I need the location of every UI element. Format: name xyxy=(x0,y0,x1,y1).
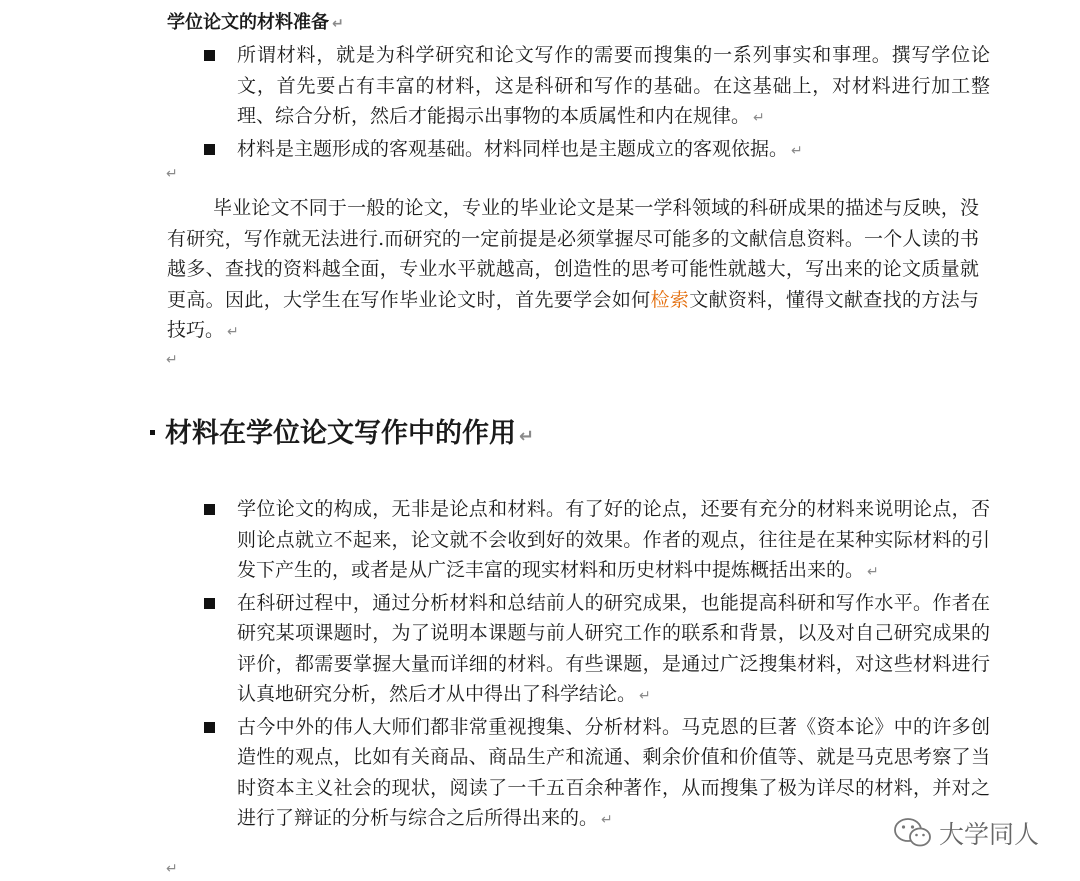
list-item: 在科研过程中，通过分析材料和总结前人的研究成果，也能提高科研和写作水平。作者在研究某项课题时，为了说明本课题与前人研究工作的联系和背景，以及对自己研究成果的评价，都需要掌握大量而详细的材料。有些课题，是通过广泛搜集材料，对这些材料进行认真地研究分析，然后才从中得出了科学结论。 ↵ xyxy=(200,588,990,712)
empty-paragraph xyxy=(163,163,178,183)
paragraph-mark: ↵ xyxy=(867,564,879,580)
empty-paragraph xyxy=(163,858,178,878)
paragraph-mark: ↵ xyxy=(519,426,535,447)
watermark-text: 大学同人 xyxy=(939,820,1040,849)
material-definition-list xyxy=(200,40,990,166)
paragraph-mark: ↵ xyxy=(166,861,178,877)
paragraph-mark: ↵ xyxy=(227,324,239,340)
material-role-list xyxy=(200,494,990,836)
square-bullet-icon xyxy=(204,144,215,155)
heading-marker-icon xyxy=(150,430,155,435)
square-bullet-icon xyxy=(204,598,215,609)
paragraph-mark: ↵ xyxy=(166,166,178,182)
paragraph-mark: ↵ xyxy=(601,812,613,828)
section-heading: 材料在学位论文写作中的作用 ↵ xyxy=(150,412,534,459)
empty-paragraph xyxy=(163,349,178,369)
watermark xyxy=(893,813,1039,853)
list-item: 材料是主题形成的客观基础。材料同样也是主题成立的客观依据。 ↵ xyxy=(200,134,990,167)
search-link[interactable]: 检索 xyxy=(650,288,690,311)
list-item: 古今中外的伟人大师们都非常重视搜集、分析材料。马克恩的巨著《资本论》中的许多创造性的观点，比如有关商品、商品生产和流通、剩余价值和价值等、就是马克思考察了当时资本主义社会的现状，阅读了一千五百余种著作，从而搜集了极为详尽的材料，并对之进行了辩证的分析与综合之后所得出来的。 ↵ xyxy=(200,712,990,836)
paragraph-mark: ↵ xyxy=(166,352,178,368)
list-item: 学位论文的构成，无非是论点和材料。有了好的论点，还要有充分的材料来说明论点，否则论点就立不起来，论文就不会收到好的效果。作者的观点，往往是在某种实际材料的引发下产生的，或者是从广泛丰富的现实材料和历史材料中提炼概括出来的。 ↵ xyxy=(200,494,990,588)
square-bullet-icon xyxy=(204,722,215,733)
wechat-icon xyxy=(893,816,933,850)
list-item: 所谓材料，就是为科学研究和论文写作的需要而搜集的一系列事实和事理。撰写学位论文，首先要占有丰富的材料，这是科研和写作的基础。在这基础上，对材料进行加工整理、综合分析，然后才能揭示出事物的本质属性和内在规律。 ↵ xyxy=(200,40,990,134)
square-bullet-icon xyxy=(204,50,215,61)
paragraph-mark: ↵ xyxy=(332,16,344,32)
body-paragraph: 毕业论文不同于一般的论文，专业的毕业论文是某一学科领域的科研成果的描述与反映，没有研究，写作就无法进行.而研究的一定前提是必须掌握尽可能多的文献信息资料。一个人读的书越多、查找的资料越全面，专业水平就越高，创造性的思考可能性就越大，写出来的论文质量就更高。因此，大学生在写作毕业论文时，首先要学会如何检索文献资料，懂得文献查找的方法与技巧。 ↵ xyxy=(167,197,979,341)
paragraph-mark: ↵ xyxy=(791,142,803,159)
paragraph-mark: ↵ xyxy=(753,110,765,126)
section-title: 学位论文的材料准备 ↵ xyxy=(167,12,344,33)
square-bullet-icon xyxy=(204,504,215,515)
paragraph-mark: ↵ xyxy=(639,688,651,704)
